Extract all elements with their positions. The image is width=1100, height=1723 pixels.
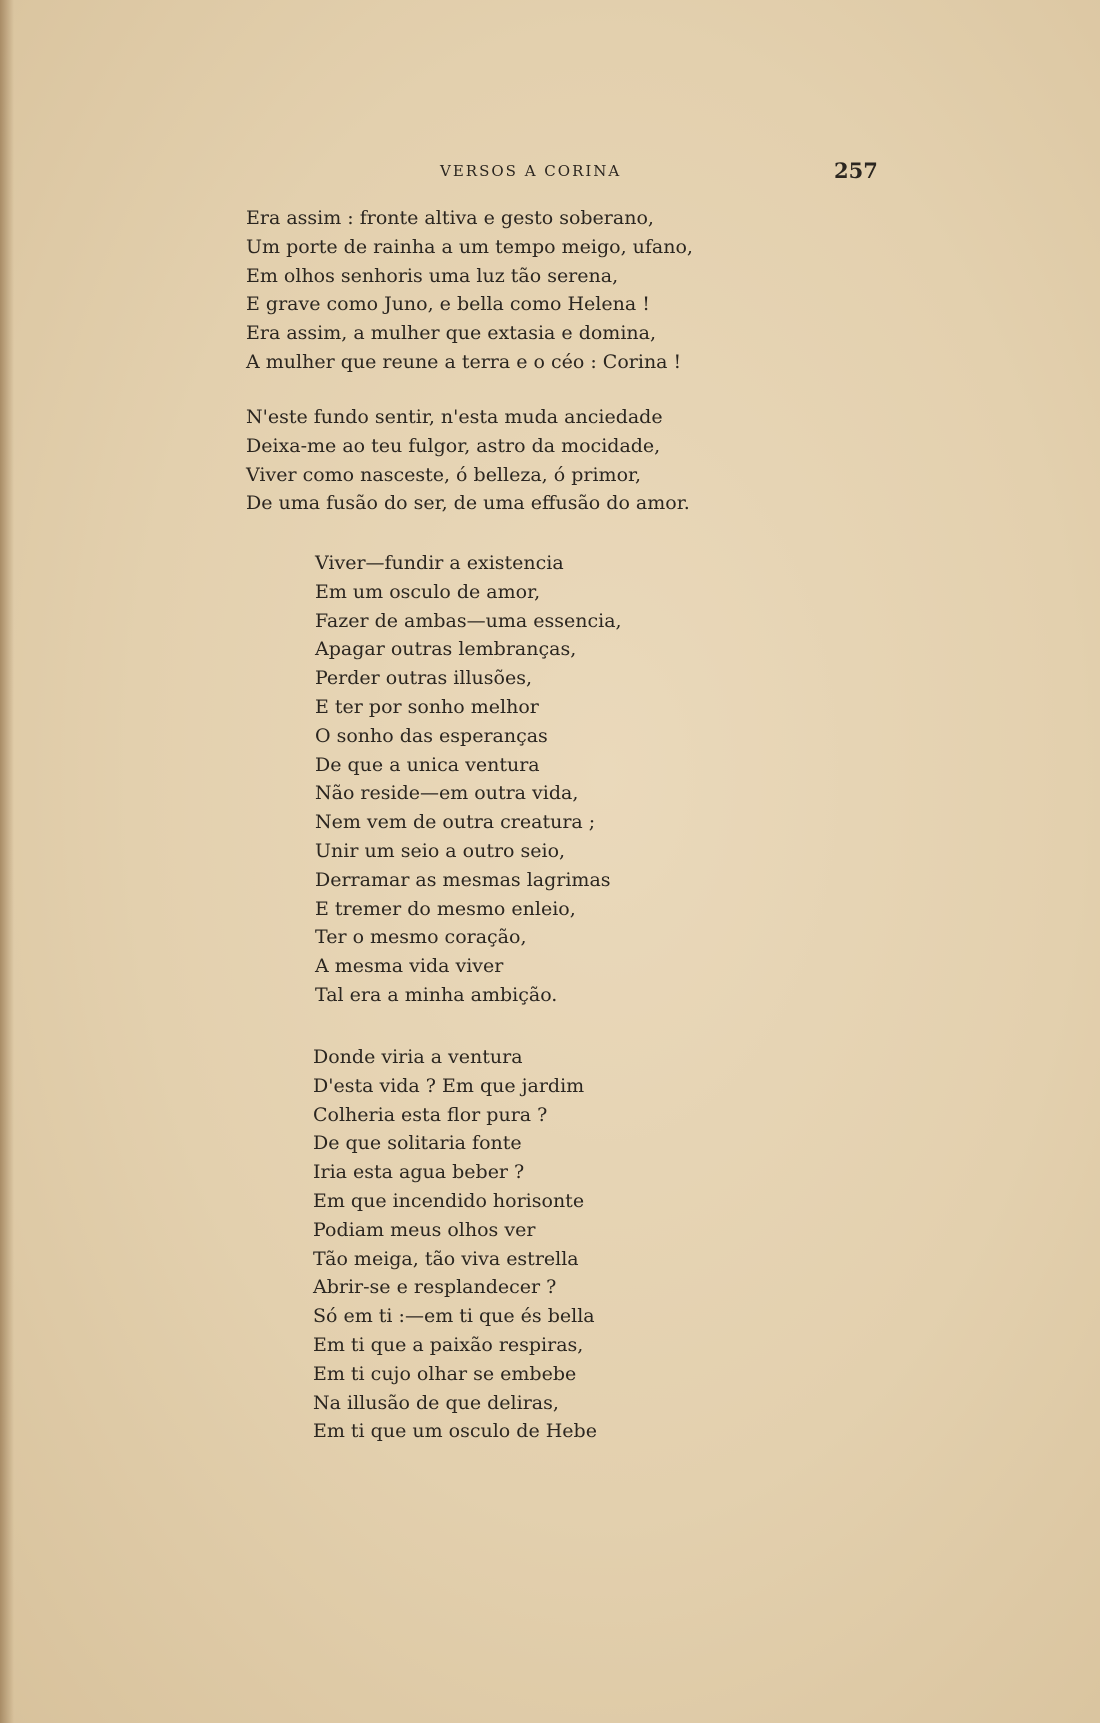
verse-line: A mesma vida viver <box>315 955 504 978</box>
verse-line: D'esta vida ? Em que jardim <box>313 1074 585 1097</box>
verse-line: Donde viria a ventura <box>313 1046 523 1068</box>
verse-line: Perder outras illusões, <box>315 667 532 690</box>
verse-line: Apagar outras lembranças, <box>315 638 577 661</box>
stanza-1 <box>246 204 693 377</box>
verse-line: Nem vem de outra creatura ; <box>315 811 596 834</box>
stanza-2 <box>246 403 690 518</box>
running-header-title: VERSOS A CORINA <box>440 162 622 180</box>
verse-line: Um porte de rainha a um tempo meigo, ufano, <box>246 235 693 258</box>
verse-line: Tão meiga, tão viva estrella <box>313 1247 579 1270</box>
verse-line: De uma fusão do ser, de uma effusão do amor. <box>246 492 690 515</box>
verse-line: Só em ti :—em ti que és bella <box>313 1305 595 1328</box>
verse-line: Em olhos senhoris uma luz tão serena, <box>246 264 619 287</box>
verse-line: Fazer de ambas—uma essencia, <box>315 609 622 632</box>
verse-line: N'este fundo sentir, n'esta muda anciedade <box>246 406 663 428</box>
verse-line: Viver—fundir a existencia <box>315 552 564 574</box>
verse-line: Iria esta agua beber ? <box>313 1161 525 1184</box>
verse-line: De que solitaria fonte <box>313 1132 522 1155</box>
verse-line: Não reside—em outra vida, <box>315 782 579 805</box>
stanza-4 <box>313 1043 597 1446</box>
verse-line: E ter por sonho melhor <box>315 695 539 718</box>
verse-line: Tal era a minha ambição. <box>315 983 558 1006</box>
verse-line: Em ti cujo olhar se embebe <box>313 1362 577 1385</box>
verse-line: Ter o mesmo coração, <box>315 926 527 949</box>
verse-line: A mulher que reune a terra e o céo : Corina ! <box>246 350 682 373</box>
verse-line: O sonho das esperanças <box>315 724 548 747</box>
verse-line: Em ti que um osculo de Hebe <box>313 1420 597 1443</box>
verse-line: E tremer do mesmo enleio, <box>315 897 576 920</box>
verse-line: Era assim : fronte altiva e gesto soberano, <box>246 207 654 229</box>
verse-line: Derramar as mesmas lagrimas <box>315 868 611 891</box>
verse-line: Viver como nasceste, ó belleza, ó primor, <box>246 463 642 486</box>
verse-line: E grave como Juno, e bella como Helena ! <box>246 293 650 316</box>
verse-line: Em ti que a paixão respiras, <box>313 1333 584 1356</box>
verse-line: Unir um seio a outro seio, <box>315 839 566 862</box>
verse-line: Era assim, a mulher que extasia e domina, <box>246 322 657 345</box>
stanza-3 <box>315 549 622 1010</box>
verse-line: Na illusão de que deliras, <box>313 1391 559 1414</box>
page-number: 257 <box>834 158 878 183</box>
verse-line: Em que incendido horisonte <box>313 1189 585 1212</box>
verse-line: Deixa-me ao teu fulgor, astro da mocidade, <box>246 434 661 457</box>
verse-line: De que a unica ventura <box>315 753 540 776</box>
verse-line: Podiam meus olhos ver <box>313 1218 536 1241</box>
verse-line: Colheria esta flor pura ? <box>313 1103 548 1126</box>
verse-line: Em um osculo de amor, <box>315 580 541 603</box>
verse-line: Abrir-se e resplandecer ? <box>313 1276 557 1299</box>
